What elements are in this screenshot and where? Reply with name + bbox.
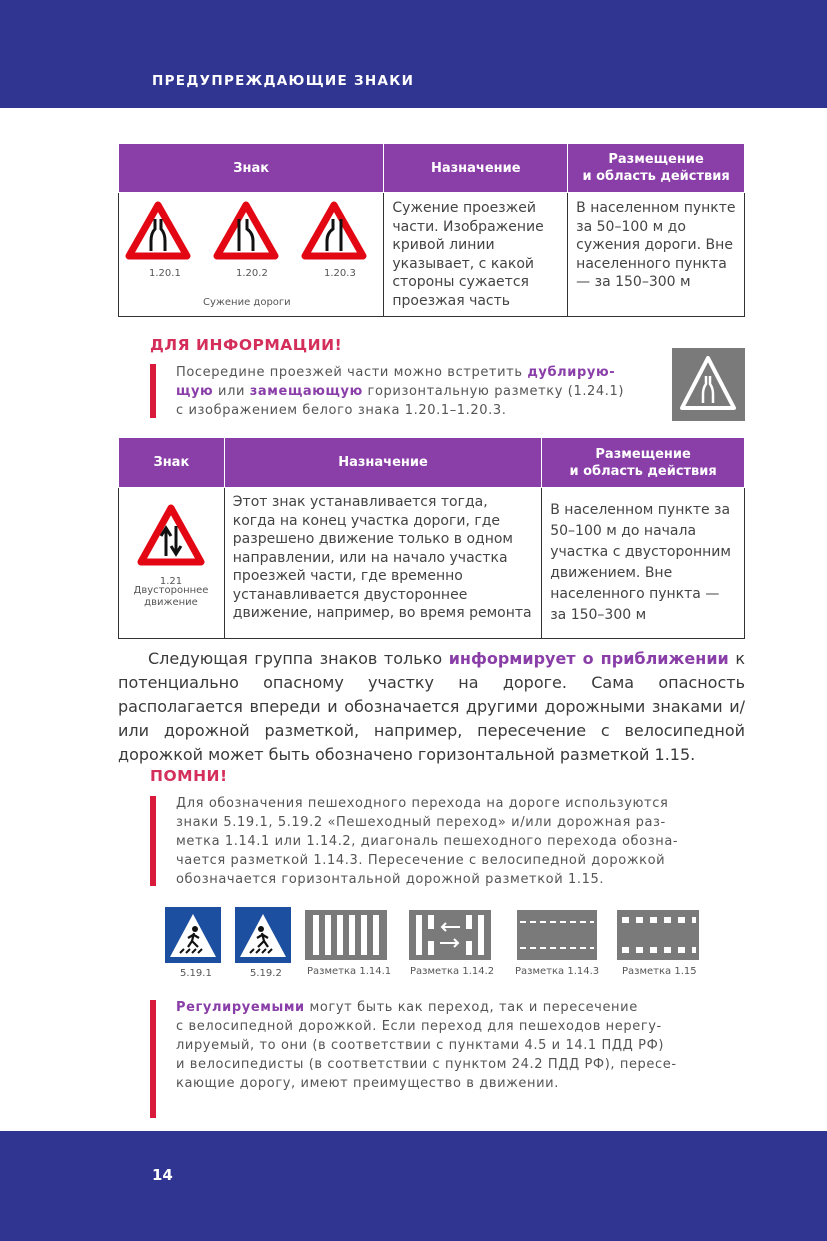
col-sign: Знак [119, 438, 225, 488]
marking-label: 5.19.1 [180, 968, 212, 979]
sign-code: 1.20.2 [236, 268, 268, 279]
sign-caption: Сужение дороги [203, 297, 291, 308]
sign-code: 1.21 [159, 576, 183, 587]
col-sign: Знак [119, 144, 384, 193]
marking-label: Разметка 1.14.1 [307, 966, 392, 977]
marking-1-15-icon [617, 910, 699, 960]
table-narrowing [118, 143, 745, 317]
table-two-way [118, 437, 745, 639]
marking-label: 5.19.2 [250, 968, 282, 979]
road-narrowing-marking-icon [672, 348, 745, 421]
col-purpose: Назначение [224, 438, 541, 488]
body-paragraph: Следующая группа знаков только информирует о приближении к потенциально опасному участку на дороге. Сама опасность располагается впереди и обозначается другими дорожными знаками и/или дорожной разметкой, например, пересечение с велосипедной дорожкой может быть обозначено горизонтальной разметкой 1.15. [118, 649, 746, 764]
col-placement: Размещение и область действия [542, 438, 745, 488]
info-heading: ДЛЯ ИНФОРМАЦИИ! [150, 336, 343, 354]
info-text: Посередине проезжей части можно встретить дублирую- щую или замещающую горизонтальную разметку (1.24.1) с изображением белого знака 1.20.1–1.20.3. [176, 365, 625, 418]
regulated-text: Регулируемыми могут быть как переход, так и пересечение с велосипедной дорожкой. Если переход для пешеходов нерегу- лируемый, то они (в соответствии с пунктами 4.5 и 14.1 ПДД РФ) и велосипедисты (в соответствии с пунктом 24.2 ПДД РФ), пересе- кающие дорогу, имеют преимущество в движении. [176, 1000, 677, 1091]
col-placement: Размещение и область действия [568, 144, 745, 193]
remember-accent-bar [150, 796, 156, 886]
sign-5-19-1-icon [165, 907, 221, 963]
remember-heading: ПОМНИ! [150, 767, 228, 785]
purpose-cell: Этот знак устанавливается тогда, когда на конец участка дороги, где разрешено движение только в одном направлении, или на начало участка проезжей части, где временно устанавливается двустороннее движение, например, во время ремонта [224, 488, 541, 639]
sign-1-20-1-icon [129, 205, 187, 256]
purpose-cell: Сужение проезжей части. Изображение кривой линии указывает, с какой стороны сужается проезжая часть [384, 193, 568, 317]
remember-text: Для обозначения пешеходного перехода на дороге используются знаки 5.19.1, 5.19.2 «Пешеходный переход» и/или дорожная раз- метка 1.14.1 или 1.14.2, диагональ пешеходного перехода обозна- чается разметкой 1.14.3. Пересечение с велосипедной дорожкой обозначается горизонтальной дорожной разметкой 1.15. [176, 796, 679, 887]
marking-label: Разметка 1.14.2 [410, 966, 495, 977]
marking-1-14-1-icon [305, 910, 387, 960]
sign-1-20-2-icon [217, 205, 275, 256]
info-accent-bar [150, 364, 156, 418]
sign-code: 1.20.1 [149, 268, 181, 279]
sign-1-21-icon [119, 500, 223, 580]
header-bar [0, 0, 827, 108]
sign-1-20-3-icon [305, 205, 363, 256]
section-title: ПРЕДУПРЕЖДАЮЩИЕ ЗНАКИ [152, 73, 415, 89]
col-purpose: Назначение [384, 144, 568, 193]
sign-code: 1.20.3 [324, 268, 356, 279]
sign-cell [119, 193, 384, 317]
sign-cell [119, 488, 225, 639]
sign-name: Двустороннее движение [133, 585, 209, 608]
placement-cell: В населенном пункте за 50–100 м до сужения дороги. Вне населенного пункта — за 150–300 м [568, 193, 745, 317]
regulated-accent-bar [150, 1000, 156, 1118]
marking-1-14-3-icon [517, 910, 597, 960]
marking-1-14-2-icon [409, 910, 491, 960]
placement-cell: В населенном пункте за 50–100 м до начала участка с двусторонним движением. Вне населенного пункта — за 150–300 м [542, 488, 745, 639]
footer-bar [0, 1131, 827, 1241]
marking-label: Разметка 1.15 [622, 966, 697, 977]
sign-5-19-2-icon [235, 907, 291, 963]
page-number: 14 [152, 1166, 173, 1184]
marking-label: Разметка 1.14.3 [515, 966, 600, 977]
